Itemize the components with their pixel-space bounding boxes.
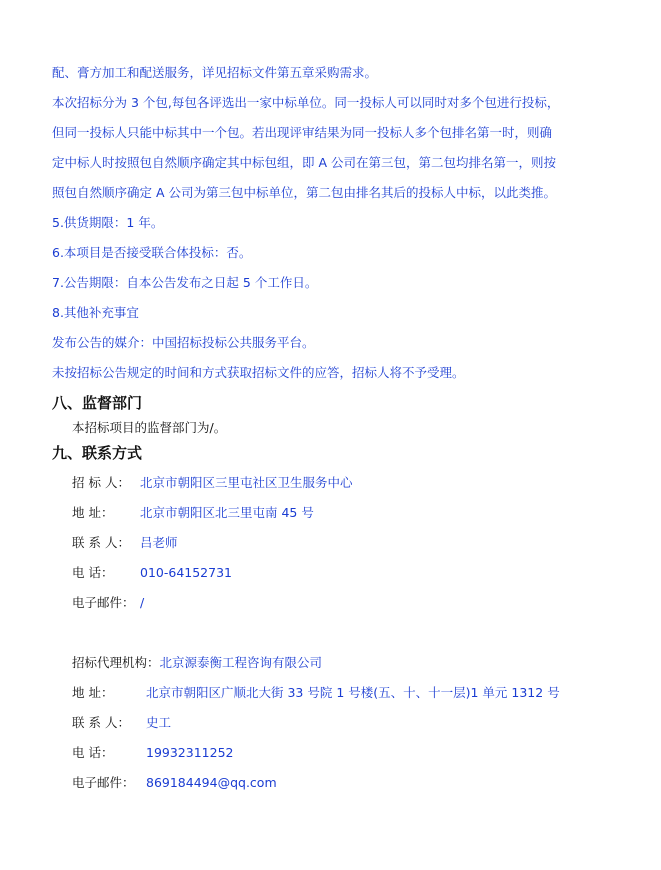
purchaser-email-row xyxy=(72,595,144,611)
field-label: 地 址： xyxy=(72,505,114,520)
field-label: 招标代理机构： xyxy=(72,655,160,670)
field-label: 招 标 人： xyxy=(72,475,130,490)
field-value: 北京市朝阳区三里屯社区卫生服务中心 xyxy=(140,475,353,490)
field-label: 电 话： xyxy=(72,745,114,760)
field-label: 地 址： xyxy=(72,685,114,700)
supervision-text: 本招标项目的监督部门为/。 xyxy=(72,420,227,435)
purchaser-name-row xyxy=(72,475,353,491)
field-value: 010-64152731 xyxy=(140,565,232,580)
field-value: 北京源泰衡工程咨询有限公司 xyxy=(159,655,323,670)
text-line: 定中标人时按照包自然顺序确定其中标包组，即 A 公司在第三包，第二包均排名第一，则按 xyxy=(52,155,556,170)
section-heading-supervision: 八、监督部门 xyxy=(52,394,143,412)
field-label: 电子邮件： xyxy=(72,595,135,610)
field-value: 北京市朝阳区北三里屯南 45 号 xyxy=(140,505,314,520)
text-line: 但同一投标人只能中标其中一个包。若出现评审结果为同一投标人多个包排名第一时，则确 xyxy=(52,125,553,140)
text-line: 未按招标公告规定的时间和方式获取招标文件的应答，招标人将不予受理。 xyxy=(52,365,465,380)
agency-phone-row xyxy=(72,745,233,761)
text-line: 8.其他补充事宜 xyxy=(52,305,139,320)
agency-name-row xyxy=(72,655,322,671)
text-line: 照包自然顺序确定 A 公司为第三包中标单位，第二包由排名其后的投标人中标，以此类推。 xyxy=(52,185,556,200)
field-label: 电 话： xyxy=(72,565,114,580)
field-value: 吕老师 xyxy=(140,535,178,550)
purchaser-contact-row xyxy=(72,535,178,551)
agency-email-row xyxy=(72,775,277,791)
section-heading-contact: 九、联系方式 xyxy=(52,444,143,462)
text-line: 本次招标分为 3 个包,每包各评选出一家中标单位。同一投标人可以同时对多个包进行投标， xyxy=(52,95,560,110)
text-line: 5.供货期限：1 年。 xyxy=(52,215,164,230)
field-label: 联 系 人： xyxy=(72,535,130,550)
text-line: 配、膏方加工和配送服务，详见招标文件第五章采购需求。 xyxy=(52,65,378,80)
purchaser-address-row xyxy=(72,505,314,521)
text-line: 发布公告的媒介：中国招标投标公共服务平台。 xyxy=(52,335,315,350)
text-line: 6.本项目是否接受联合体投标：否。 xyxy=(52,245,252,260)
field-label: 联 系 人： xyxy=(72,715,130,730)
text-line: 7.公告期限：自本公告发布之日起 5 个工作日。 xyxy=(52,275,318,290)
agency-contact-row xyxy=(72,715,171,731)
field-value: 史工 xyxy=(146,715,172,730)
field-value: 869184494@qq.com xyxy=(146,775,277,790)
field-value: / xyxy=(140,595,145,610)
field-value: 北京市朝阳区广顺北大街 33 号院 1 号楼(五、十、十一层)1 单元 1312 号 xyxy=(146,685,560,700)
field-label: 电子邮件： xyxy=(72,775,135,790)
agency-address-row xyxy=(72,685,560,701)
field-value: 19932311252 xyxy=(146,745,234,760)
purchaser-phone-row xyxy=(72,565,232,581)
